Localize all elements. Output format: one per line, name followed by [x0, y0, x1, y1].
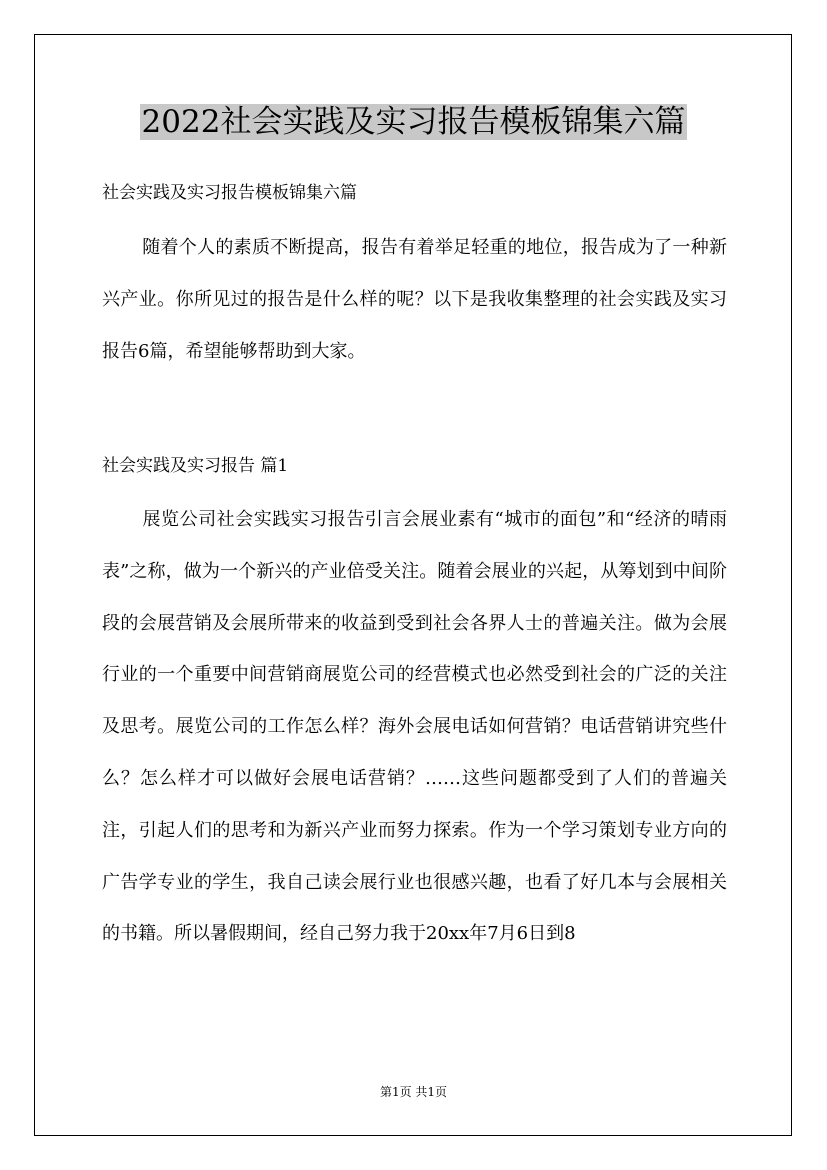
document-title-text: 2022社会实践及实习报告模板锦集六篇 — [141, 104, 686, 140]
intro-text: 随着个人的素质不断提高，报告有着举足轻重的地位，报告成为了一种新兴产业。你所见过的报告是什么样的呢？以下是我收集整理的社会实践及实习报告6篇，希望能够帮助到大家。 — [102, 237, 727, 362]
intro-paragraph — [102, 222, 727, 377]
page-footer: 第1页 共1页 — [379, 1085, 448, 1099]
document-subtitle: 社会实践及实习报告模板锦集六篇 — [102, 183, 357, 203]
document-title — [0, 98, 827, 146]
section-title: 社会实践及实习报告 篇1 — [102, 456, 289, 476]
section-body-paragraph — [102, 494, 727, 960]
section-body-text: 展览公司社会实践实习报告引言会展业素有“城市的面包”和“经济的晴雨表”之称，做为一个新兴的产业倍受关注。随着会展业的兴起，从筹划到中间阶段的会展营销及会展所带来的收益到受到社会各界人士的普遍关注。做为会展行业的一个重要中间营销商展览公司的经营模式也必然受到社会的广泛的关注及思考。展览公司的工作怎么样？海外会展电话如何营销？电话营销讲究些什么？怎么样才可以做好会展电话营销？……这些问题都受到了人们的普遍关注，引起人们的思考和为新兴产业而努力探索。作为一个学习策划专业方向的广告学专业的学生，我自己读会展行业也很感兴趣，也看了好几本与会展相关的书籍。所以暑假期间，经自己努力我于20xx年7月6日到8 — [102, 509, 727, 945]
